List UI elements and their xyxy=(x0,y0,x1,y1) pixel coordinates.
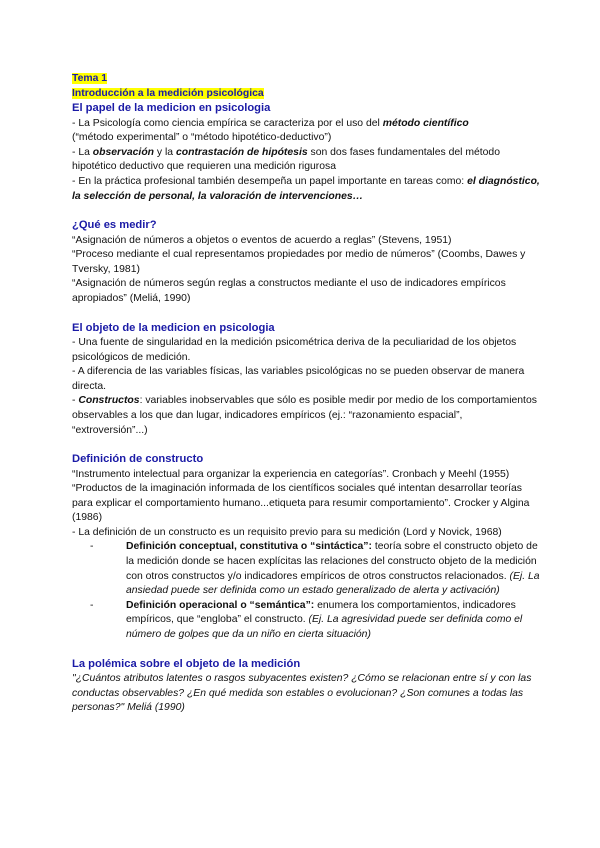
emphasis-text: el diagnóstico, la selección de personal, la valoración de intervenciones… xyxy=(72,175,540,202)
text-run: - En la práctica profesional también desempeña un papel importante en tareas como: xyxy=(72,175,468,187)
quote-cronbach: “Instrumento intelectual para organizar la experiencia en categorías”. Cronbach y Meehl (1955) xyxy=(72,468,510,480)
list-dash: - xyxy=(90,541,94,553)
section-heading-constructo: Definición de constructo xyxy=(72,453,204,466)
quote-melia: “Asignación de números según reglas a constructos mediante el uso de indicadores empíricos apropiados” (Meliá, 1990) xyxy=(72,278,506,304)
text-run: son dos fases fundamentales del método hipotético deductivo que requieren una medición rigurosa xyxy=(72,146,500,173)
text-run: - La xyxy=(72,146,93,158)
definition-term: Definición conceptual, constitutiva o “sintáctica”: xyxy=(126,541,372,553)
document-title: Introducción a la medición psicológica xyxy=(72,87,264,99)
paragraph xyxy=(72,117,540,146)
quote-coombs: “Proceso mediante el cual representamos propiedades por medio de números” (Coombs, Dawes y Tversky, 1981) xyxy=(72,249,526,275)
section-constructo xyxy=(72,452,540,643)
section-heading-objeto: El objeto de la medicion en psicologia xyxy=(72,321,275,334)
section-heading-papel: El papel de la medicion en psicologia xyxy=(72,102,271,115)
paragraph xyxy=(72,394,540,438)
emphasis-text: Constructos xyxy=(78,395,140,407)
definition-term: Definición operacional o “semántica”: xyxy=(126,599,315,611)
section-heading-medir: ¿Qué es medir? xyxy=(72,219,157,232)
list-dash: - xyxy=(90,599,94,611)
tema-label: Tema 1 xyxy=(72,73,108,84)
document-header xyxy=(72,72,540,117)
text-run: y la xyxy=(154,146,176,158)
list-item xyxy=(90,599,540,643)
quote-crocker: “Productos de la imaginación informada de los científicos sociales qué intentan desarrollar teorías para explicar el comportamiento humano...etiqueta para resumir comportamiento”. Crocker y Algina (1986) xyxy=(72,483,530,524)
section-polemica xyxy=(72,657,540,716)
section-heading-polemica: La polémica sobre el objeto de la medición xyxy=(72,657,301,670)
section-papel xyxy=(72,117,540,205)
paragraph: - A diferencia de las variables físicas, las variables psicológicas no se pueden observar de manera directa. xyxy=(72,366,525,392)
definition-example: (Ej. La agresividad puede ser definida como el número de golpes que da un niño en cierta situación) xyxy=(126,614,523,641)
list-item xyxy=(90,540,540,598)
quote-stevens: “Asignación de números a objetos o eventos de acuerdo a reglas” (Stevens, 1951) xyxy=(72,234,452,246)
emphasis-text: método científico xyxy=(382,117,469,129)
paragraph xyxy=(72,175,540,204)
paragraph: - La definición de un constructo es un requisito previo para su medición (Lord y Novick, 1968) xyxy=(72,526,502,538)
quote-melia-polemica: "¿Cuántos atributos latentes o rasgos subyacentes existen? ¿Cómo se relacionan entre sí y con las conductas observables? ¿En qué medida son estables o evolucionan? ¿Son comunes a todas las personas?" Meliá (1990) xyxy=(72,673,532,714)
text-run: - xyxy=(72,395,79,407)
emphasis-text: contrastación de hipótesis xyxy=(175,146,308,158)
emphasis-text: observación xyxy=(92,146,155,158)
text-run: : variables inobservables que sólo es posible medir por medio de los comportamientos observables a los que dan lugar, indicadores empíricos (ej.: “razonamiento espacial”, “extroversión”...) xyxy=(72,395,537,436)
paragraph: - Una fuente de singularidad en la medición psicométrica deriva de la peculiaridad de los objetos psicológicos de medición. xyxy=(72,336,517,363)
definition-text: enumera los comportamientos, indicadores empíricos, que “engloba” el constructo. xyxy=(126,599,516,626)
definition-list xyxy=(72,540,540,642)
definition-example: (Ej. La ansiedad puede ser definida como un estado generalizado de alerta y activación) xyxy=(126,570,540,597)
text-run: (“método experimental” o “método hipotético-deductivo”) xyxy=(72,132,332,144)
section-objeto xyxy=(72,321,540,439)
text-run: - La Psicología como ciencia empírica se caracteriza por el uso del xyxy=(72,117,383,129)
definition-text: teoría sobre el constructo objeto de la medición donde se hacen explícitas las relaciones del constructo objeto de la medición con otros constructos y/o indicadores empíricos de otros constructos relacionados. xyxy=(126,541,538,582)
section-que-es-medir xyxy=(72,218,540,306)
paragraph xyxy=(72,146,540,175)
